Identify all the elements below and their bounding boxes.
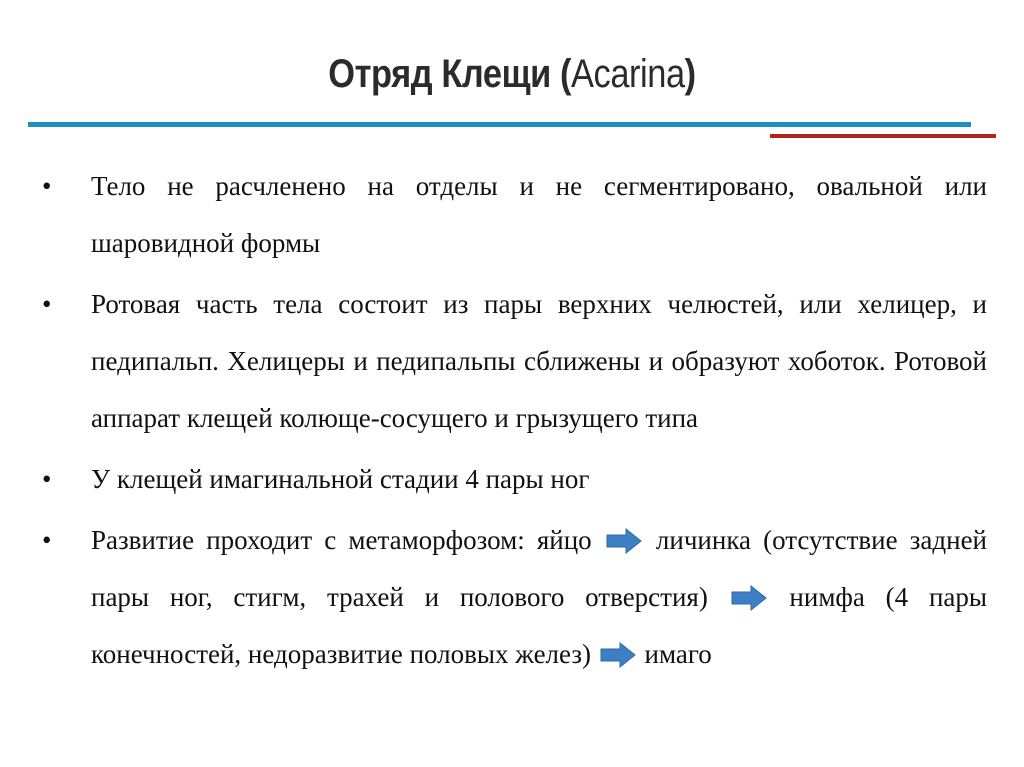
bullet-list [42,158,987,687]
bullet-text: Ротовая часть тела состоит из пары верхних челюстей, или хелицер, и педипальп. Хелицеры и педипальпы сближены и образуют хоботок. Ротовой аппарат клещей колюще-сосущего и грызущего типа [91,289,987,433]
bullet-marker: • [42,171,52,201]
right-arrow-icon [606,528,642,554]
list-item-development [42,512,987,683]
title-underline-red [770,134,996,138]
development-text-2: личинка (отсутствие задней пары ног, стигм, трахей и полового отверстия) [91,525,988,612]
list-item [42,276,987,447]
slide-title: Отряд Клещи (Acarina) [328,52,696,96]
right-arrow-icon [600,642,636,668]
list-item [42,158,987,272]
development-text-4: имаго [644,639,712,669]
right-arrow-icon [731,585,767,611]
bullet-text: У клещей имагинальной стадии 4 пары ног [91,464,590,494]
bullet-text: Тело не расчленено на отделы и не сегментировано, овальной или шаровидной формы [91,171,987,258]
bullet-marker: • [42,464,52,494]
bullet-marker: • [42,289,52,319]
development-text-3: нимфа (4 пары конечностей, недоразвитие половых желез) [91,582,988,669]
title-underline-blue [28,122,971,127]
bullet-marker: • [42,525,52,555]
list-item [42,451,987,508]
development-text-1: Развитие проходит с метаморфозом: яйцо [91,525,592,555]
